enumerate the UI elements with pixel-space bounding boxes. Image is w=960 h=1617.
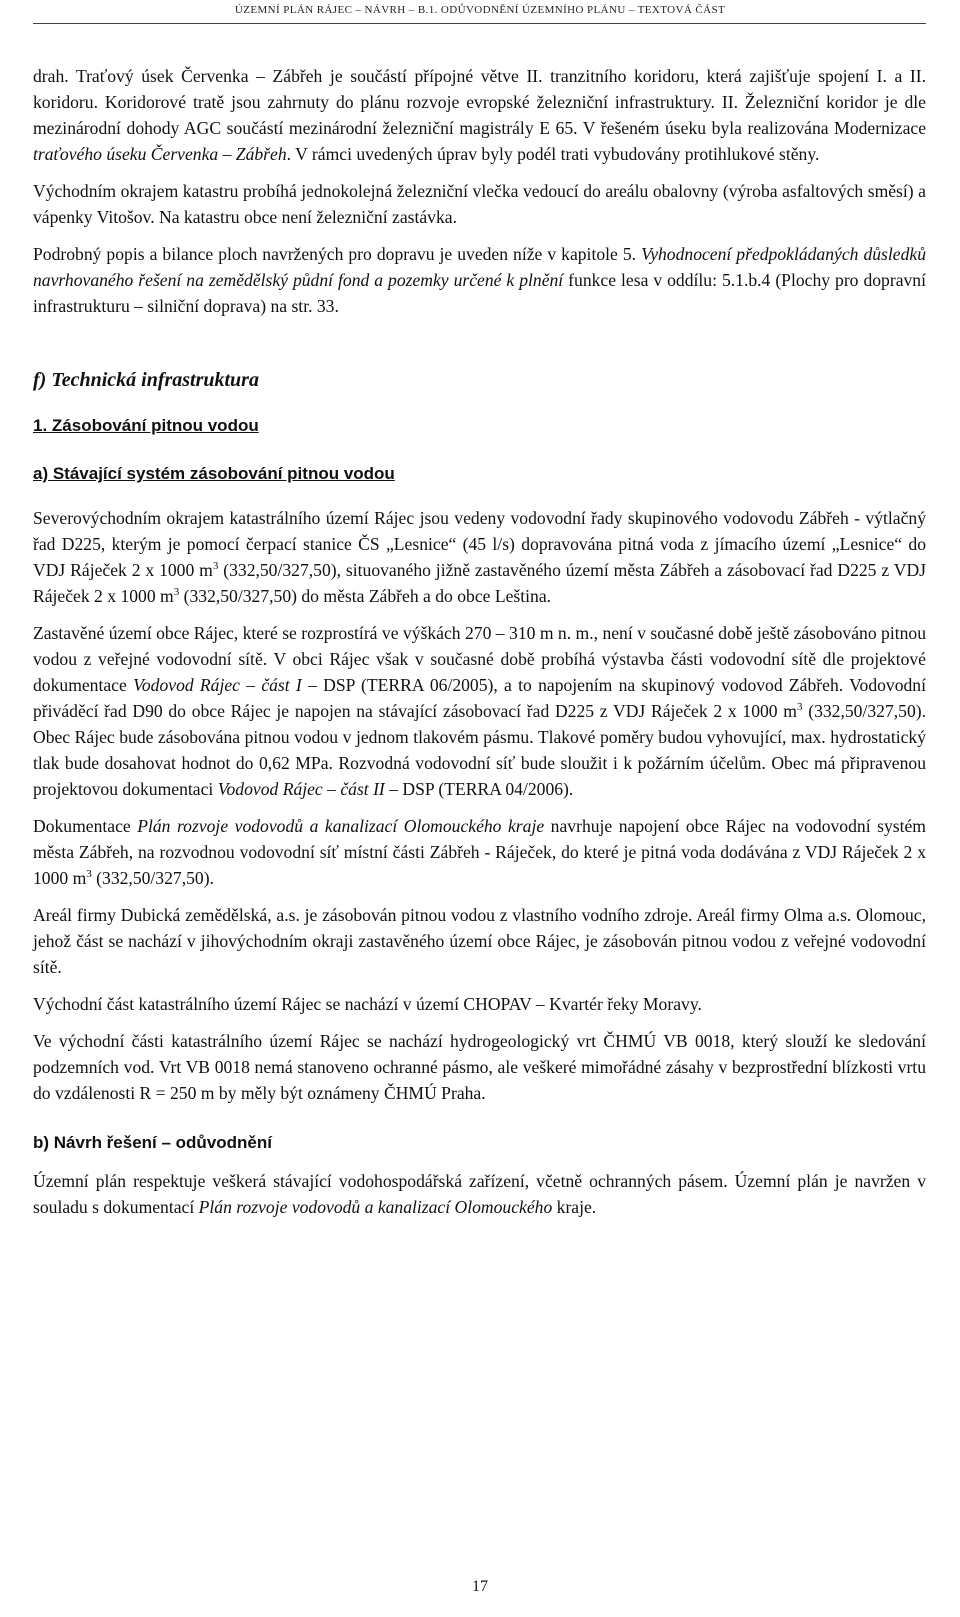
heading-existing-system: a) Stávající systém zásobování pitnou vodou: [33, 464, 395, 483]
header-rule: [33, 23, 926, 24]
page-number: 17: [472, 1578, 488, 1595]
running-header: ÚZEMNÍ PLÁN RÁJEC – NÁVRH – B.1. ODŮVODNĚNÍ ÚZEMNÍHO PLÁNU – TEXTOVÁ ČÁST: [234, 4, 726, 16]
paragraph-transport-reference: Podrobný popis a bilance ploch navržených pro dopravu je uveden níže v kapitole 5. Vyhodnocení předpokládaných důsledků navrhovaného řešení na zemědělský půdní fond a pozemky určené k plnění funkce lesa v oddílu: 5.1.b.4 (Plochy pro dopravní infrastrukturu – silniční doprava) na str. 33.: [33, 244, 926, 316]
paragraph-proposal: Územní plán respektuje veškerá stávající vodohospodářská zařízení, včetně ochranných pásem. Územní plán je navržen v souladu s dokumentací Plán rozvoje vodovodů a kanalizací Olomouckého kraje.: [33, 1171, 926, 1217]
paragraph-company-areas: Areál firmy Dubická zemědělská, a.s. je zásobován pitnou vodou z vlastního vodního zdroje. Areál firmy Olma a.s. Olomouc, jehož část se nachází v jihovýchodním okraji zastavěného území obce Rájec, je zásobován pitnou vodou z veřejné vodovodní sítě.: [33, 905, 926, 977]
paragraph-built-up-area: Zastavěné území obce Rájec, které se rozprostírá ve výškách 270 – 310 m n. m., není v současné době ještě zásobováno pitnou vodou z veřejné vodovodní sítě. V obci Rájec však v současné době probíhá výstavba části vodovodní sítě dle projektové dokumentace Vodovod Rájec – část I – DSP (TERRA 06/2005), a to napojením na skupinový vodovod Zábřeh. Vodovodní přiváděcí řad D90 do obce Rájec je napojen na stávající zásobovací řad D225 z VDJ Ráječek 2 x 1000 $m^3$ (332,50/327,50). Obec Rájec bude zásobována pitnou vodou v jednom tlakovém pásmu. Tlakové poměry budou vyhovující, max. hydrostatický tlak bude dosahovat hodnot do 0,62 MPa. Rozvodná vodovodní síť bude sloužit i k požárním účelům. Obec má připravenou projektovou dokumentaci Vodovod Rájec – část II – DSP (TERRA 04/2006).: [33, 623, 926, 799]
paragraph-water-mains: Severovýchodním okrajem katastrálního území Rájec jsou vedeny vodovodní řady skupinového vodovodu Zábřeh - výtlačný řad D225, kterým je pomocí čerpací stanice ČS „Lesnice“ (45 l/s) dopravována pitná voda z jímacího území „Lesnice“ do VDJ Ráječek 2 x 1000 $m^3$ (332,50/327,50), situovaného jižně zastavěného území města Zábřeh a zásobovací řad D225 z VDJ Ráječek 2 x 1000 $m^3$ (332,50/327,50) do města Zábřeh a do obce Leština.: [33, 508, 927, 606]
heading-proposal: b) Návrh řešení – odůvodnění: [33, 1133, 272, 1152]
paragraph-chopav: Východní část katastrálního území Rájec se nachází v území CHOPAV – Kvartér řeky Moravy.: [33, 994, 702, 1014]
paragraph-regional-plan: Dokumentace Plán rozvoje vodovodů a kanalizací Olomouckého kraje navrhuje napojení obce Rájec na vodovodní systém města Zábřeh, na rozvodnou vodovodní síť místní části Zábřeh - Ráječek, do které je pitná voda dodávána z VDJ Ráječek 2 x 1000 $m^3$ (332,50/327,50).: [33, 816, 926, 888]
paragraph-railway-corridor: drah. Traťový úsek Červenka – Zábřeh je součástí přípojné větve II. tranzitního koridoru, která zajišťuje spojení I. a II. koridoru. Koridorové tratě jsou zahrnuty do plánu rozvoje evropské železniční infrastruktury. II. Železniční koridor je dle mezinárodní dohody AGC součástí mezinárodní železniční magistrály E 65. V řešeném úseku byla realizována Modernizace traťového úseku Červenka – Zábřeh. V rámci uvedených úprav byly podél trati vybudovány protihlukové stěny.: [33, 66, 926, 164]
section-heading-technical-infrastructure: f) Technická infrastruktura: [33, 369, 259, 391]
document-body: [33, 63, 926, 1231]
paragraph-borehole: Ve východní části katastrálního území Rájec se nachází hydrogeologický vrt ČHMÚ VB 0018, který slouží ke sledování podzemních vod. Vrt VB 0018 nemá stanoveno ochranné pásmo, ale veškeré mimořádné zásahy v bezprostřední blízkosti vrtu do vzdálenosti R = 250 m by měly být oznámeny ČHMÚ Praha.: [33, 1031, 926, 1103]
paragraph-railway-siding: Východním okrajem katastru probíhá jednokolejná železniční vlečka vedoucí do areálu obalovny (výroba asfaltových směsí) a vápenky Vitošov. Na katastru obce není železniční zastávka.: [33, 181, 926, 227]
heading-water-supply: 1. Zásobování pitnou vodou: [33, 416, 259, 435]
